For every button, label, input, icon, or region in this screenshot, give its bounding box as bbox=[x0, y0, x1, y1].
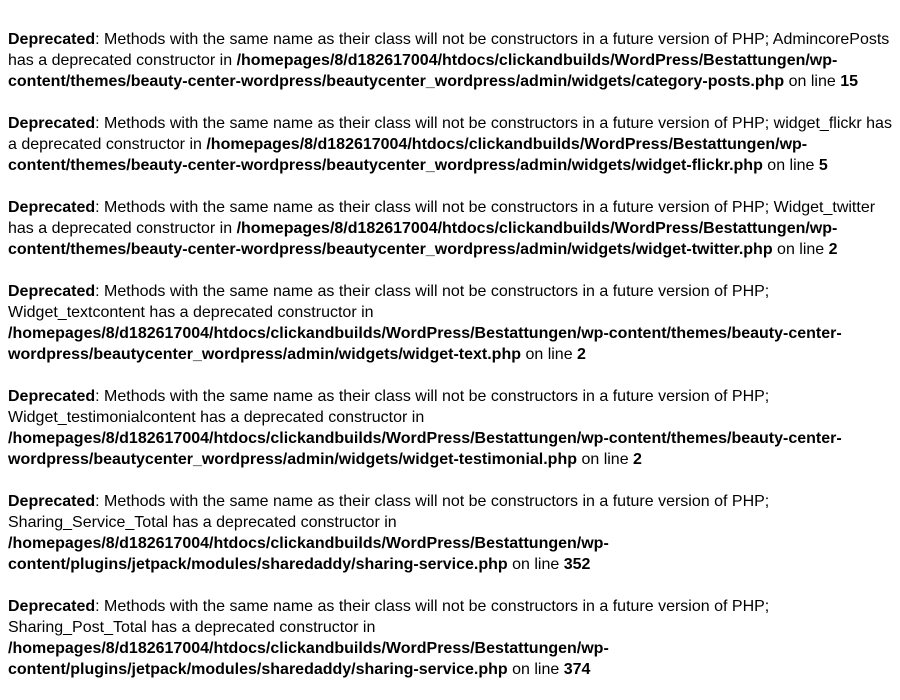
notice-level: Deprecated bbox=[8, 283, 96, 300]
notice-on-line-text: on line bbox=[507, 556, 564, 573]
deprecated-notice bbox=[8, 29, 892, 92]
notice-file-path: /homepages/8/d182617004/htdocs/clickandbuilds/WordPress/Bestattungen/wp-content/plugins/jetpack/modules/sharedaddy/sharing-service.php bbox=[8, 640, 609, 678]
notice-line-number: 2 bbox=[828, 241, 838, 258]
notice-message: : Methods with the same name as their class will not be constructors in a future version of PHP; Widget_testimonialcontent has a deprecated constructor in bbox=[8, 388, 770, 426]
notice-line-number: 374 bbox=[563, 661, 591, 678]
notice-level: Deprecated bbox=[8, 31, 96, 48]
notice-level: Deprecated bbox=[8, 598, 96, 615]
deprecated-notice bbox=[8, 281, 858, 365]
notice-line-number: 15 bbox=[840, 73, 859, 90]
deprecated-notice bbox=[8, 197, 892, 260]
notice-on-line-text: on line bbox=[577, 451, 634, 468]
notice-level: Deprecated bbox=[8, 115, 96, 132]
notice-message: : Methods with the same name as their class will not be constructors in a future version of PHP; AdmincorePosts has a deprecated constructor in bbox=[8, 31, 890, 69]
notice-file-path: /homepages/8/d182617004/htdocs/clickandbuilds/WordPress/Bestattungen/wp-content/plugins/jetpack/modules/sharedaddy/sharing-service.php bbox=[8, 535, 609, 573]
notice-line-number: 2 bbox=[633, 451, 642, 468]
notice-file-path: /homepages/8/d182617004/htdocs/clickandbuilds/WordPress/Bestattungen/wp-content/themes/beauty-center-wordpress/beautycenter_wordpress/admin/widgets/widget-text.php bbox=[8, 325, 842, 363]
notice-on-line-text: on line bbox=[772, 241, 829, 258]
notice-message: : Methods with the same name as their class will not be constructors in a future version of PHP; Sharing_Service_Total has a deprecated constructor in bbox=[8, 493, 770, 531]
notice-file-path: /homepages/8/d182617004/htdocs/clickandbuilds/WordPress/Bestattungen/wp-content/themes/beauty-center-wordpress/beautycenter_wordpress/admin/widgets/widget-twitter.php bbox=[8, 220, 838, 258]
notice-line-number: 5 bbox=[818, 157, 828, 174]
deprecated-notice bbox=[8, 491, 788, 575]
deprecated-notice bbox=[8, 596, 788, 680]
notice-on-line-text: on line bbox=[521, 346, 578, 363]
notice-message: : Methods with the same name as their class will not be constructors in a future version of PHP; Widget_twitter has a deprecated constructor in bbox=[8, 199, 876, 237]
notice-on-line-text: on line bbox=[784, 73, 841, 90]
notice-line-number: 352 bbox=[563, 556, 591, 573]
notice-level: Deprecated bbox=[8, 388, 96, 405]
notice-level: Deprecated bbox=[8, 199, 96, 216]
notice-on-line-text: on line bbox=[507, 661, 564, 678]
notice-message: : Methods with the same name as their class will not be constructors in a future version of PHP; Sharing_Post_Total has a deprecated constructor in bbox=[8, 598, 770, 636]
notice-file-path: /homepages/8/d182617004/htdocs/clickandbuilds/WordPress/Bestattungen/wp-content/themes/beauty-center-wordpress/beautycenter_wordpress/admin/widgets/widget-testimonial.php bbox=[8, 430, 842, 468]
notice-level: Deprecated bbox=[8, 493, 96, 510]
notice-file-path: /homepages/8/d182617004/htdocs/clickandbuilds/WordPress/Bestattungen/wp-content/themes/beauty-center-wordpress/beautycenter_wordpress/admin/widgets/widget-flickr.php bbox=[8, 136, 808, 174]
notice-on-line-text: on line bbox=[762, 157, 819, 174]
notice-message: : Methods with the same name as their class will not be constructors in a future version of PHP; widget_flickr has a deprecated constructor in bbox=[8, 115, 892, 153]
deprecated-notice bbox=[8, 386, 858, 470]
deprecated-notice bbox=[8, 113, 892, 176]
notice-message: : Methods with the same name as their class will not be constructors in a future version of PHP; Widget_textcontent has a deprecated constructor in bbox=[8, 283, 770, 321]
notice-file-path: /homepages/8/d182617004/htdocs/clickandbuilds/WordPress/Bestattungen/wp-content/themes/beauty-center-wordpress/beautycenter_wordpress/admin/widgets/category-posts.php bbox=[8, 52, 838, 90]
notice-line-number: 2 bbox=[577, 346, 586, 363]
